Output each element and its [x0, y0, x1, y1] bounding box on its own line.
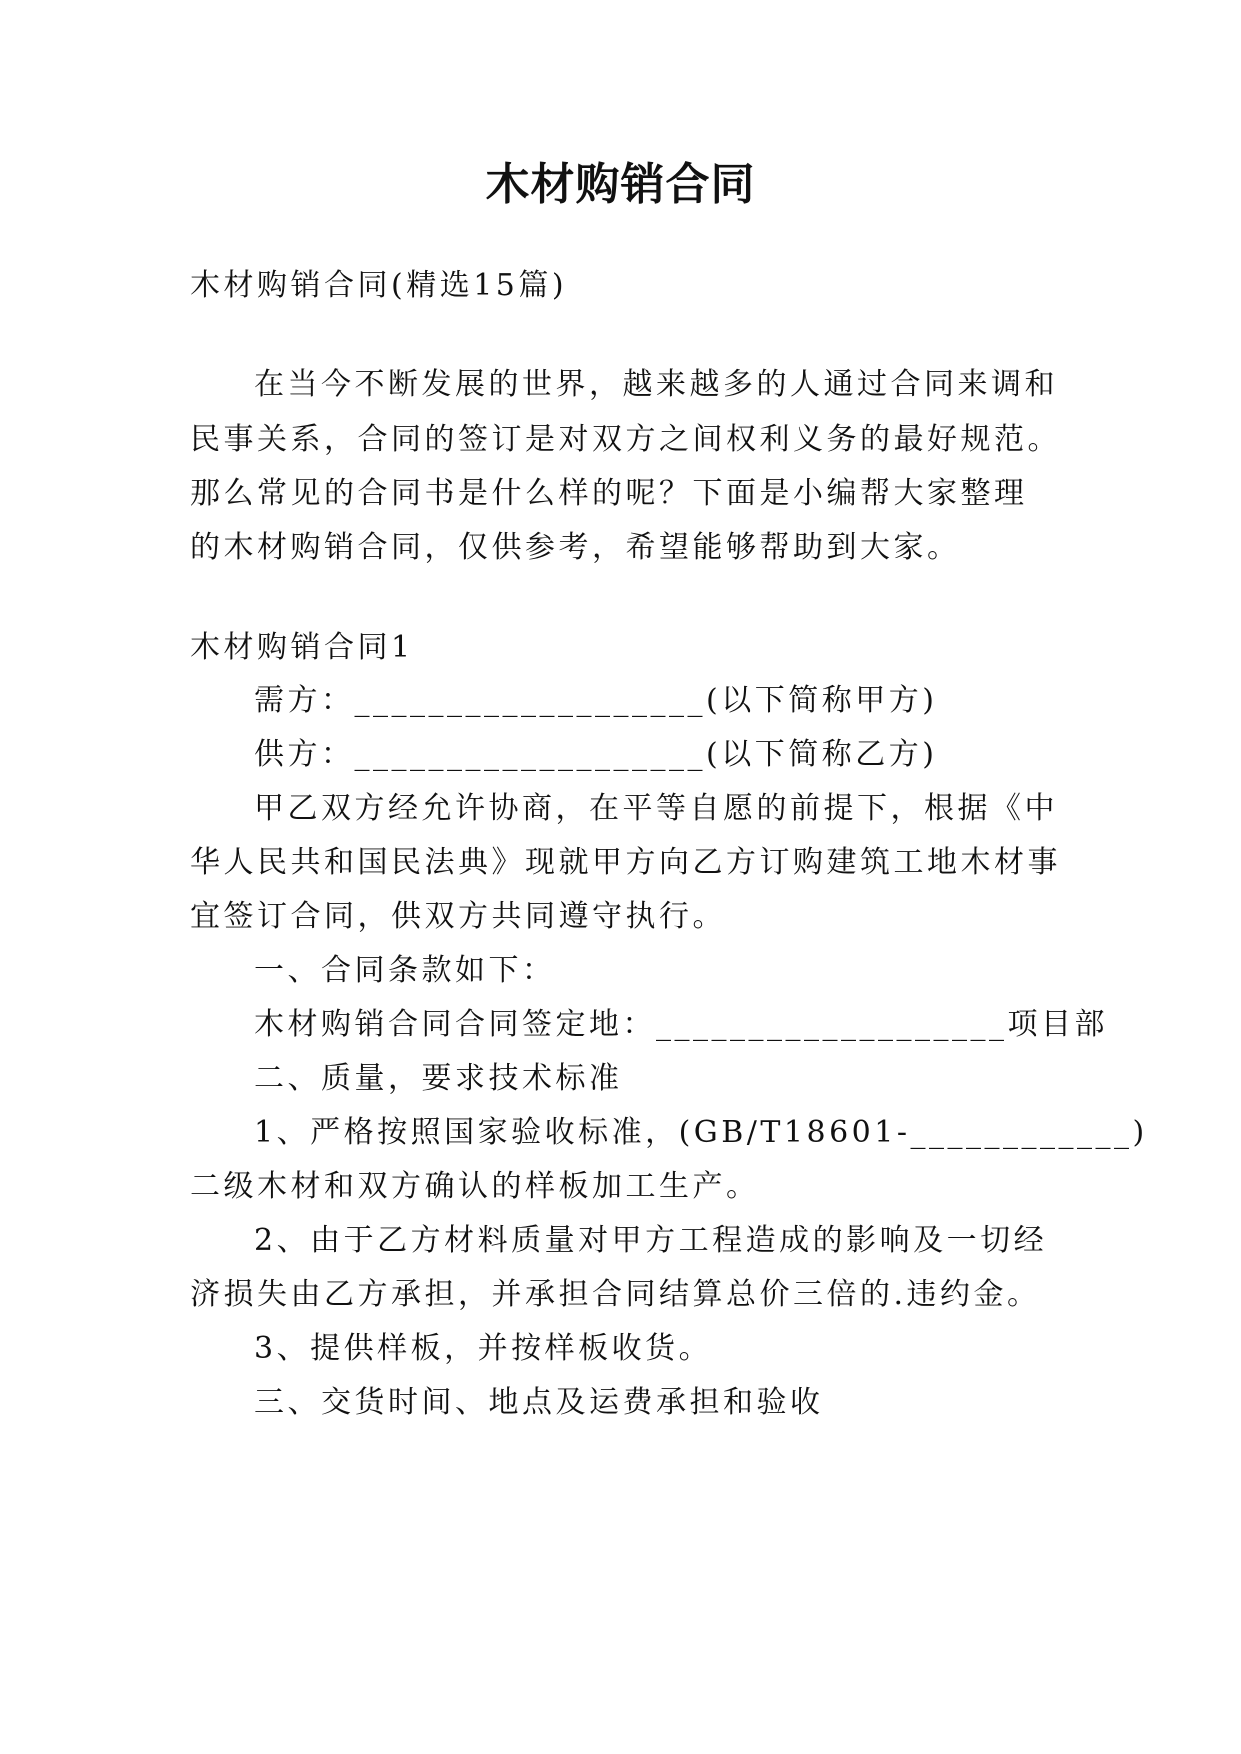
intro-line-1: 在当今不断发展的世界，越来越多的人通过合同来调和 [254, 367, 1058, 402]
clause-3-heading: 三、交货时间、地点及运费承担和验收 [254, 1385, 824, 1420]
item-2-line-2: 济损失由乙方承担，并承担合同结算总价三倍的.违约金。 [190, 1277, 1041, 1312]
document-subtitle: 木材购销合同(精选15篇) [190, 268, 568, 303]
preamble-line-1: 甲乙双方经允许协商，在平等自愿的前提下，根据《中 [254, 791, 1058, 826]
page-title: 木材购销合同 [485, 159, 756, 210]
intro-line-3: 那么常见的合同书是什么样的呢？下面是小编帮大家整理 [190, 476, 1028, 511]
preamble-line-2: 华人民共和国民法典》现就甲方向乙方订购建筑工地木材事 [190, 845, 1061, 880]
buyer-line: 需方：___________________(以下简称甲方) [254, 683, 938, 718]
item-2-line-1: 2、由于乙方材料质量对甲方工程造成的影响及一切经 [254, 1223, 1048, 1258]
clause-2-heading: 二、质量，要求技术标准 [254, 1061, 623, 1096]
item-3-line: 3、提供样板，并按样板收货。 [254, 1331, 713, 1366]
intro-line-2: 民事关系，合同的签订是对双方之间权利义务的最好规范。 [190, 422, 1061, 457]
intro-line-4: 的木材购销合同，仅供参考，希望能够帮助到大家。 [190, 530, 961, 565]
item-1-line-2: 二级木材和双方确认的样板加工生产。 [190, 1169, 760, 1204]
seller-line: 供方：___________________(以下简称乙方) [254, 737, 938, 772]
item-1-line-1: 1、严格按照国家验收标准，(GB/T18601-____________) [254, 1115, 1148, 1150]
preamble-line-3: 宜签订合同，供双方共同遵守执行。 [190, 899, 726, 934]
signing-place-line: 木材购销合同合同签定地：___________________项目部 [254, 1007, 1108, 1042]
section-heading: 木材购销合同1 [190, 630, 414, 665]
clause-1-heading: 一、合同条款如下： [254, 953, 556, 988]
